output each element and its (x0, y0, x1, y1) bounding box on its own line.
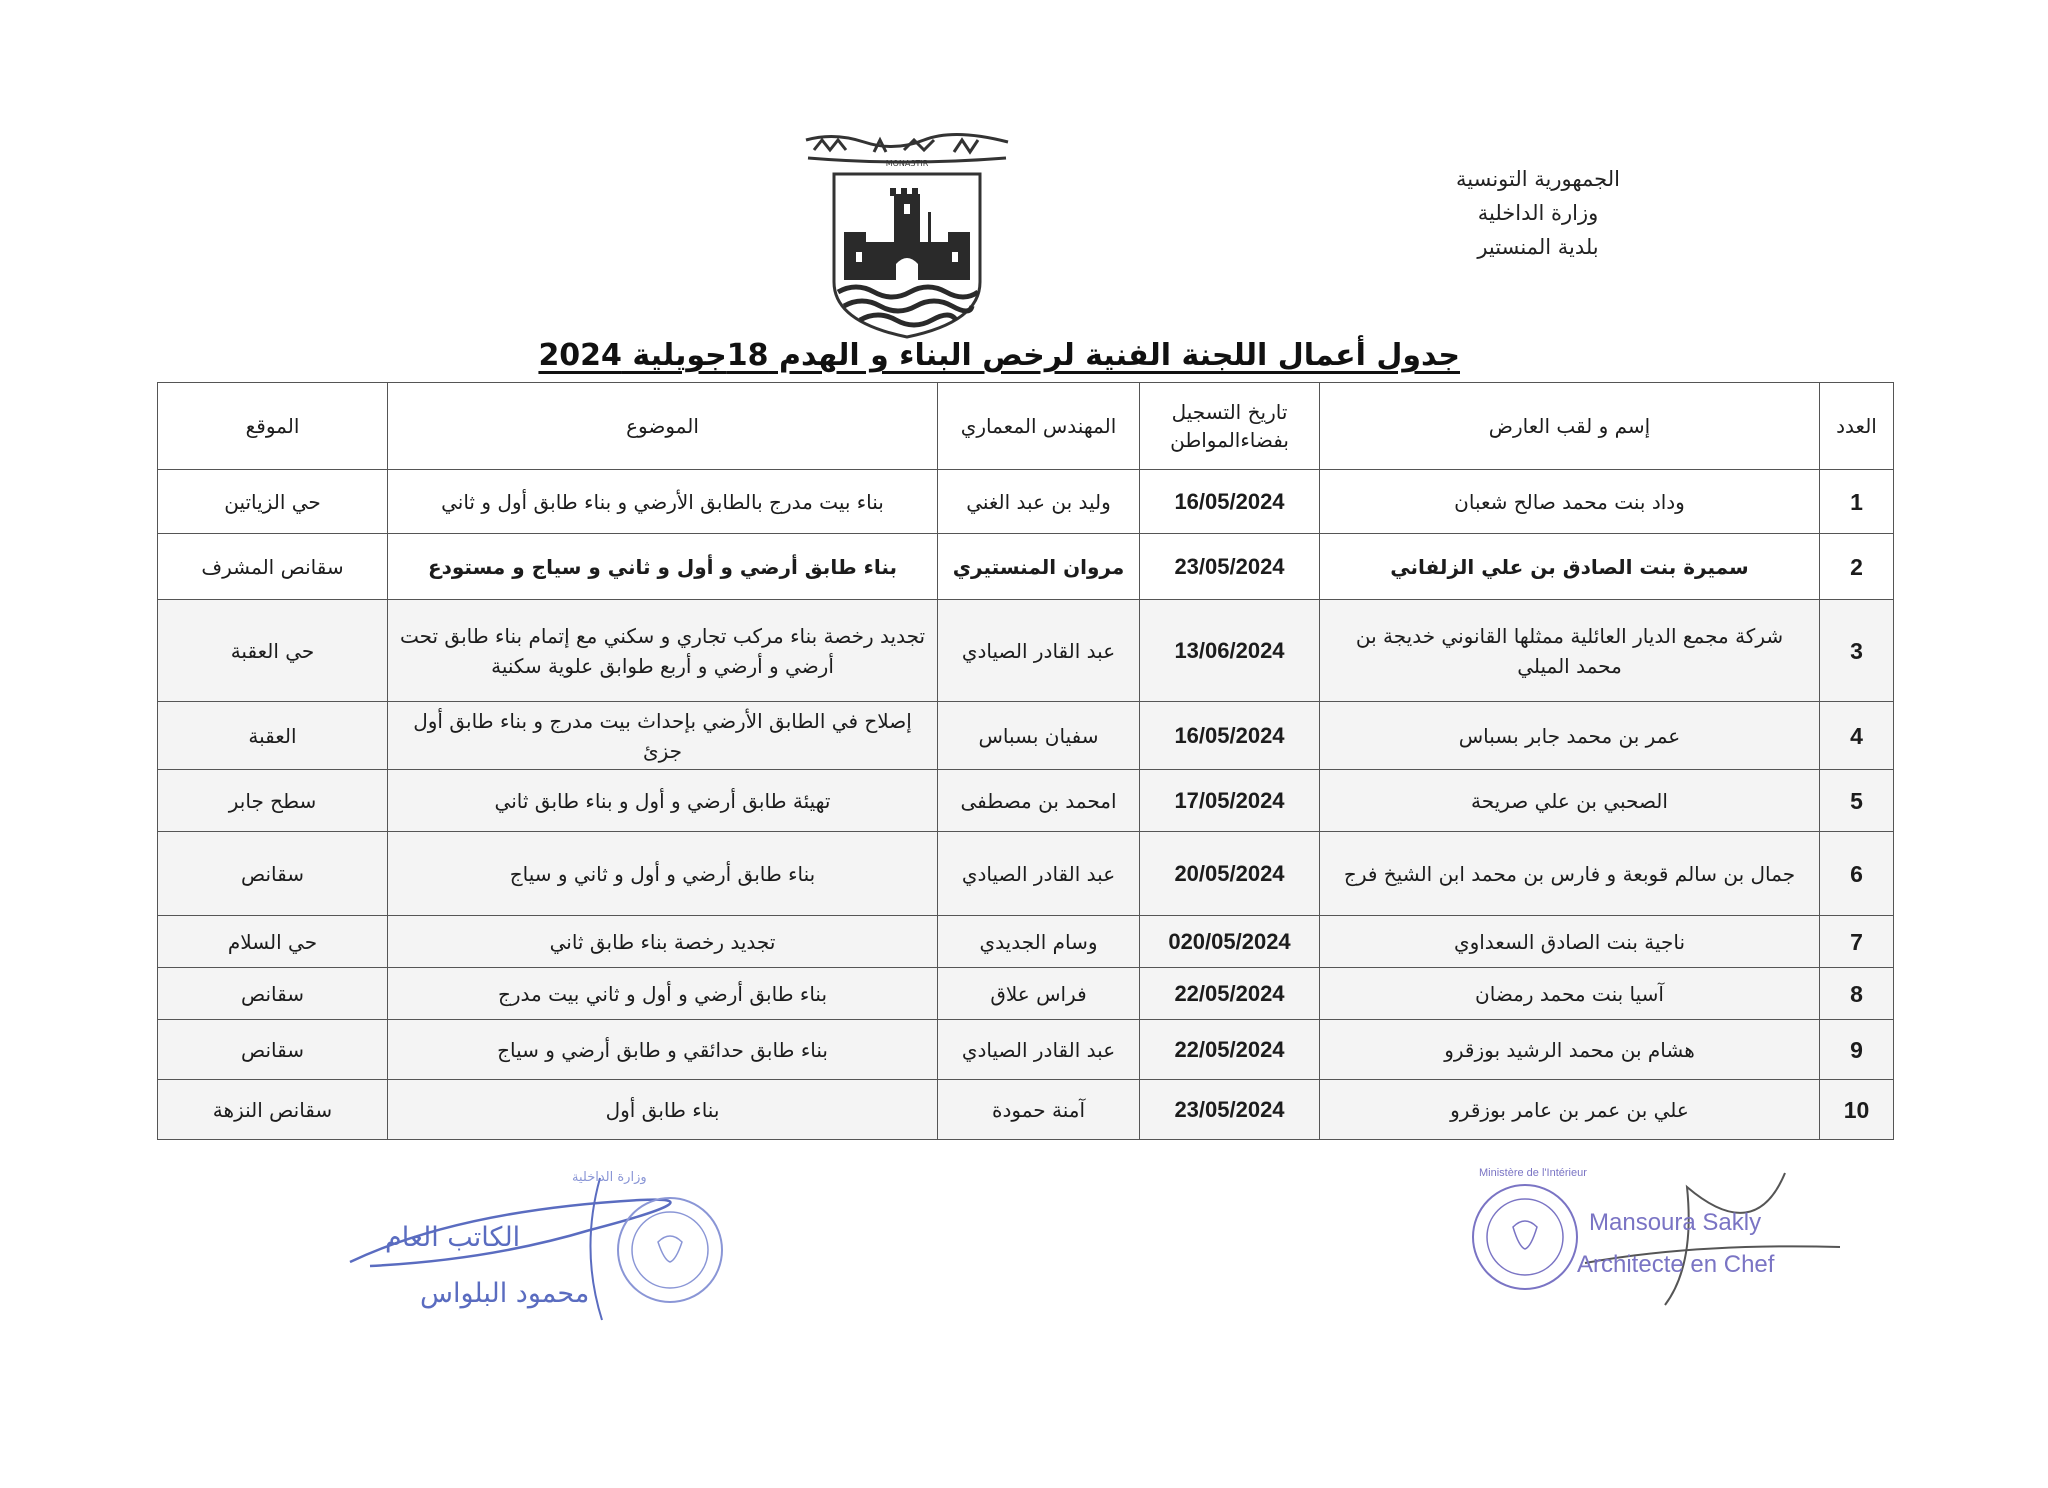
cell-date: 17/05/2024 (1140, 770, 1320, 832)
cell-num: 7 (1820, 916, 1894, 968)
cell-num: 1 (1820, 470, 1894, 534)
cell-date: 22/05/2024 (1140, 968, 1320, 1020)
municipality-name: بلدية المنستير (1477, 235, 1599, 259)
cell-name: ناجية بنت الصادق السعداوي (1320, 916, 1820, 968)
cell-subject: إصلاح في الطابق الأرضي بإحداث بيت مدرج و بناء طابق أول جزئ (388, 702, 938, 770)
header-block (1408, 162, 1668, 264)
ministry-stamp-text: وزارة الداخلية (572, 1170, 647, 1185)
cell-date: 16/05/2024 (1140, 702, 1320, 770)
cell-location: سطح جابر (158, 770, 388, 832)
table-row (158, 832, 1894, 916)
cell-num: 3 (1820, 600, 1894, 702)
table-row (158, 968, 1894, 1020)
cell-engineer: عبد القادر الصيادي (938, 832, 1140, 916)
cell-num: 2 (1820, 534, 1894, 600)
cell-engineer: وسام الجديدي (938, 916, 1140, 968)
table-header-row (158, 383, 1894, 470)
logo-caption: MONASTIR (885, 159, 929, 168)
table-row (158, 916, 1894, 968)
cell-date: 13/06/2024 (1140, 600, 1320, 702)
header-name: إسم و لقب العارض (1320, 383, 1820, 470)
architect-name: Mansoura Sakly (1589, 1209, 1762, 1236)
ministry-name: وزارة الداخلية (1477, 201, 1599, 225)
cell-num: 10 (1820, 1080, 1894, 1140)
cell-date: 020/05/2024 (1140, 916, 1320, 968)
cell-location: سقانص (158, 1020, 388, 1080)
table-row (158, 600, 1894, 702)
cell-name: آسيا بنت محمد رمضان (1320, 968, 1820, 1020)
header-subject: الموضوع (388, 383, 938, 470)
cell-name: عمر بن محمد جابر بسباس (1320, 702, 1820, 770)
table-row (158, 1020, 1894, 1080)
table-row (158, 1080, 1894, 1140)
cell-subject: بناء طابق أول (388, 1080, 938, 1140)
cell-subject: تجديد رخصة بناء طابق ثاني (388, 916, 938, 968)
cell-num: 5 (1820, 770, 1894, 832)
cell-location: العقبة (158, 702, 388, 770)
cell-date: 23/05/2024 (1140, 534, 1320, 600)
cell-num: 4 (1820, 702, 1894, 770)
architect-stamp-text: Ministère de l'Intérieur (1479, 1167, 1587, 1179)
cell-engineer: فراس علاق (938, 968, 1140, 1020)
cell-date: 20/05/2024 (1140, 832, 1320, 916)
cell-name: جمال بن سالم قوبعة و فارس بن محمد ابن الشيخ فرج (1320, 832, 1820, 916)
cell-engineer: آمنة حمودة (938, 1080, 1140, 1140)
cell-engineer: عبد القادر الصيادي (938, 1020, 1140, 1080)
cell-date: 23/05/2024 (1140, 1080, 1320, 1140)
cell-date: 16/05/2024 (1140, 470, 1320, 534)
cell-subject: بناء طابق حدائقي و طابق أرضي و سياج (388, 1020, 938, 1080)
header-date: تاريخ التسجيل بفضاءالمواطن (1140, 383, 1320, 470)
cell-subject: تجديد رخصة بناء مركب تجاري و سكني مع إتمام بناء طابق تحت أرضي و أرضي و أربع طوابق علوية سكنية (388, 600, 938, 702)
secretary-general-signature (340, 1170, 760, 1340)
cell-date: 22/05/2024 (1140, 1020, 1320, 1080)
cell-subject: تهيئة طابق أرضي و أول و بناء طابق ثاني (388, 770, 938, 832)
cell-name: الصحبي بن علي صريحة (1320, 770, 1820, 832)
cell-name: هشام بن محمد الرشيد بوزقرو (1320, 1020, 1820, 1080)
table-row (158, 470, 1894, 534)
cell-num: 6 (1820, 832, 1894, 916)
table-row (158, 770, 1894, 832)
cell-location: سقانص (158, 832, 388, 916)
cell-subject: بناء طابق أرضي و أول و ثاني بيت مدرج (388, 968, 938, 1020)
cell-location: حي السلام (158, 916, 388, 968)
cell-subject: بناء طابق أرضي و أول و ثاني و سياج و مستودع (388, 534, 938, 600)
cell-location: سقانص المشرف (158, 534, 388, 600)
cell-engineer: وليد بن عبد الغني (938, 470, 1140, 534)
cell-location: سقانص النزهة (158, 1080, 388, 1140)
republic-name: الجمهورية التونسية (1456, 167, 1620, 191)
cell-name: سميرة بنت الصادق بن علي الزلفاني (1320, 534, 1820, 600)
cell-name: علي بن عمر بن عامر بوزقرو (1320, 1080, 1820, 1140)
cell-engineer: مروان المنستيري (938, 534, 1140, 600)
cell-location: حي الزياتين (158, 470, 388, 534)
table-row (158, 702, 1894, 770)
header-num: العدد (1820, 383, 1894, 470)
table-row (158, 534, 1894, 600)
secretary-name: محمود البلواس (420, 1278, 590, 1309)
cell-location: سقانص (158, 968, 388, 1020)
cell-num: 9 (1820, 1020, 1894, 1080)
cell-engineer: سفيان بسباس (938, 702, 1140, 770)
cell-engineer: امحمد بن مصطفى (938, 770, 1140, 832)
cell-engineer: عبد القادر الصيادي (938, 600, 1140, 702)
header-location: الموقع (158, 383, 388, 470)
cell-name: وداد بنت محمد صالح شعبان (1320, 470, 1820, 534)
architect-title: Architecte en Chef (1577, 1251, 1775, 1278)
header-engineer: المهندس المعماري (938, 383, 1140, 470)
municipality-crest-logo (804, 132, 1010, 342)
cell-location: حي العقبة (158, 600, 388, 702)
cell-name: شركة مجمع الديار العائلية ممثلها القانوني خديجة بن محمد الميلي (1320, 600, 1820, 702)
architect-stamp-icon (1455, 1165, 1875, 1315)
document-title: جدول أعمال اللجنة الفنية لرخص البناء و الهدم 18جويلية 2024 (538, 338, 1460, 373)
ministry-stamp-icon (610, 1190, 730, 1310)
cell-subject: بناء طابق أرضي و أول و ثاني و سياج (388, 832, 938, 916)
cell-subject: بناء بيت مدرج بالطابق الأرضي و بناء طابق أول و ثاني (388, 470, 938, 534)
cell-num: 8 (1820, 968, 1894, 1020)
secretary-title: الكاتب العام (385, 1222, 521, 1253)
agenda-table-wrapper (157, 382, 1893, 1140)
chief-architect-signature (1455, 1165, 1875, 1315)
agenda-table (157, 382, 1894, 1140)
